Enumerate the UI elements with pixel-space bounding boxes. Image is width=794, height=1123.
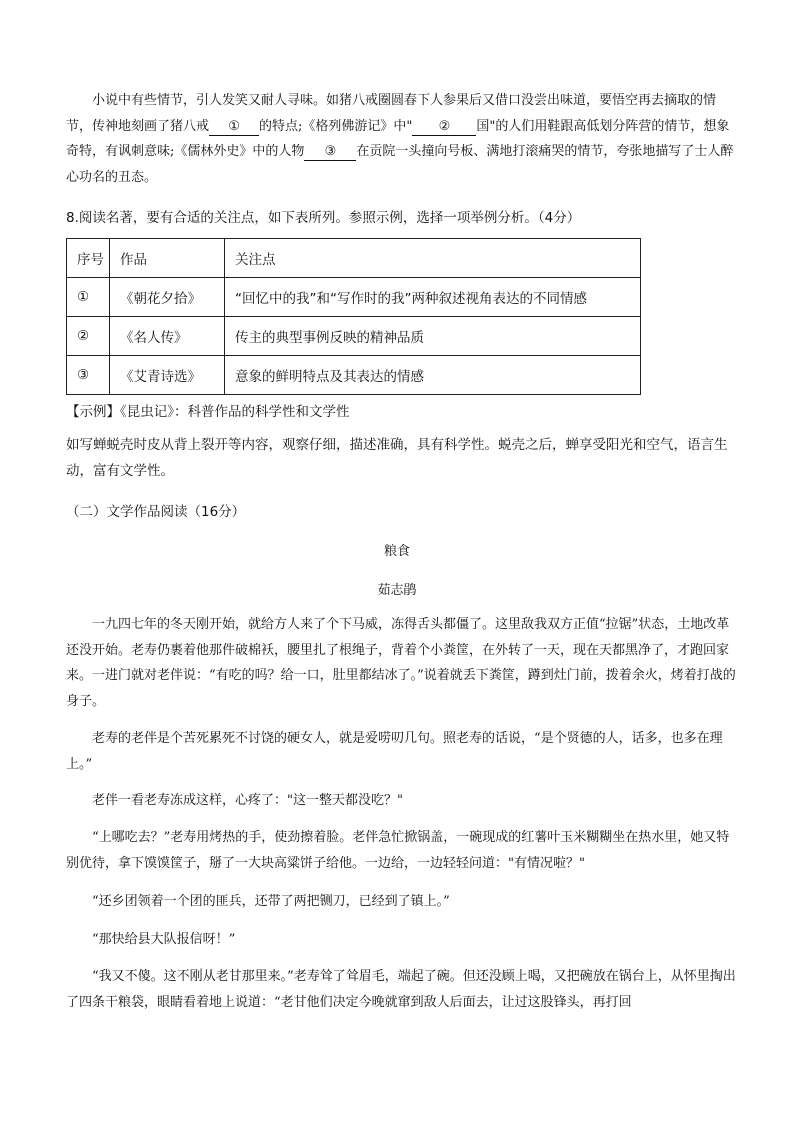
reading-focus-table — [66, 238, 641, 395]
story-paragraph: “那快给县大队报信呀！” — [92, 932, 236, 947]
table-cell-focus: 意象的鲜明特点及其表达的情感 — [225, 356, 641, 395]
story-author: 茹志鹃 — [377, 583, 417, 598]
table-row — [67, 356, 641, 395]
story-paragraph: 老伴一看老寿冻成这样，心疼了："这一整天都没吃？" — [92, 793, 403, 808]
answer-blank-2[interactable]: ② — [412, 118, 476, 136]
intro-text-2: 的特点;《格列佛游记》中" — [259, 118, 413, 134]
table-row — [67, 278, 641, 317]
table-header-cell: 作品 — [110, 239, 225, 278]
story-paragraph: 老寿的老伴是个苦死累死不讨饶的硬女人，就是爱唠叨几句。照老寿的话说，“是个贤德的人，话多，也多在理上。” — [66, 731, 723, 772]
section-2-label: （二）文学作品阅读（16分） — [66, 504, 246, 520]
story-title: 粮食 — [383, 544, 410, 559]
table-header-row — [67, 239, 641, 278]
story-paragraph: “上哪吃去？”老寿用烤热的手，使劲擦着脸。老伴急忙掀锅盖，一碗现成的红薯叶玉米糊糊坐在热水里，她又特别优待，拿下馍馍筐子，掰了一大块高粱饼子给他。一边给，一边轻轻问道："有情况啦？" — [66, 830, 730, 871]
table-cell-focus: “回忆中的我”和“写作时的我”两种叙述视角表达的不同情感 — [225, 278, 641, 317]
answer-blank-1[interactable]: ① — [209, 118, 259, 136]
table-cell-number: ③ — [67, 356, 110, 395]
table-cell-number: ② — [67, 317, 110, 356]
answer-blank-3[interactable]: ③ — [304, 143, 356, 161]
story-paragraph: “还乡团领着一个团的匪兵，还带了两把铡刀，已经到了镇上。” — [92, 894, 450, 909]
table-cell-focus: 传主的典型事例反映的精神品质 — [225, 317, 641, 356]
table-header-cell: 序号 — [67, 239, 110, 278]
table-header-cell: 关注点 — [225, 239, 641, 278]
intro-text-1: 小说中有些情节，引人发笑又耐人寻味。如猪八戒圈圆春下人参果后又借口没尝出味道，要悟空再去摘取的情节，传神地刻画了猪八戒 — [66, 93, 717, 134]
table-row — [67, 317, 641, 356]
story-paragraph: 一九四七年的冬天刚开始，就给方人来了个下马威，冻得舌头都僵了。这里敌我双方正值“拉锯”状态，土地改革还没开始。老寿仍裹着他那件破棉袄，腰里扎了根绳子，背着个小粪筐，在外转了一天，现在天都黑净了，才跑回家来。一进门就对老伴说：“有吃的吗？给一口，肚里都结冰了。”说着就丢下粪筐，蹲到灶门前，拨着余火，烤着打战的身子。 — [66, 617, 736, 709]
table-cell-work: 《朝花夕拾》 — [110, 278, 225, 317]
table-cell-work: 《名人传》 — [110, 317, 225, 356]
table-cell-number: ① — [67, 278, 110, 317]
example-label: 【示例】《昆虫记》：科普作品的科学性和文学性 — [66, 404, 350, 420]
example-text: 如写蝉蜕壳时皮从背上裂开等内容，观察仔细，描述准确，具有科学性。蜕壳之后，蝉享受阳光和空气，语言生动，富有文学性。 — [66, 437, 728, 479]
intro-paragraph — [66, 88, 738, 190]
intro-text-3: 国"的人们用鞋跟高低划分阵营的情节，想象奇特，有讽刺意味;《儒林外史》中的人物 — [66, 118, 730, 159]
intro-text-4: 在贡院一头撞向号板、满地打滚痛哭的情节，夸张地描写了士人醉心功名的丑态。 — [66, 144, 734, 185]
story-paragraph: “我又不傻。这不刚从老甘那里来。”老寿耸了耸眉毛，端起了碗。但还没顾上喝，又把碗放在锅台上，从怀里掏出了四条干粮袋，眼睛看着地上说道：“老甘他们决定今晚就窜到敌人后面去，让过这股锋头，再打回 — [66, 969, 736, 1010]
table-cell-work: 《艾青诗选》 — [110, 356, 225, 395]
question-8-label: 8.阅读名著，要有合适的关注点，如下表所列。参照示例，选择一项举例分析。（4分） — [66, 210, 581, 226]
